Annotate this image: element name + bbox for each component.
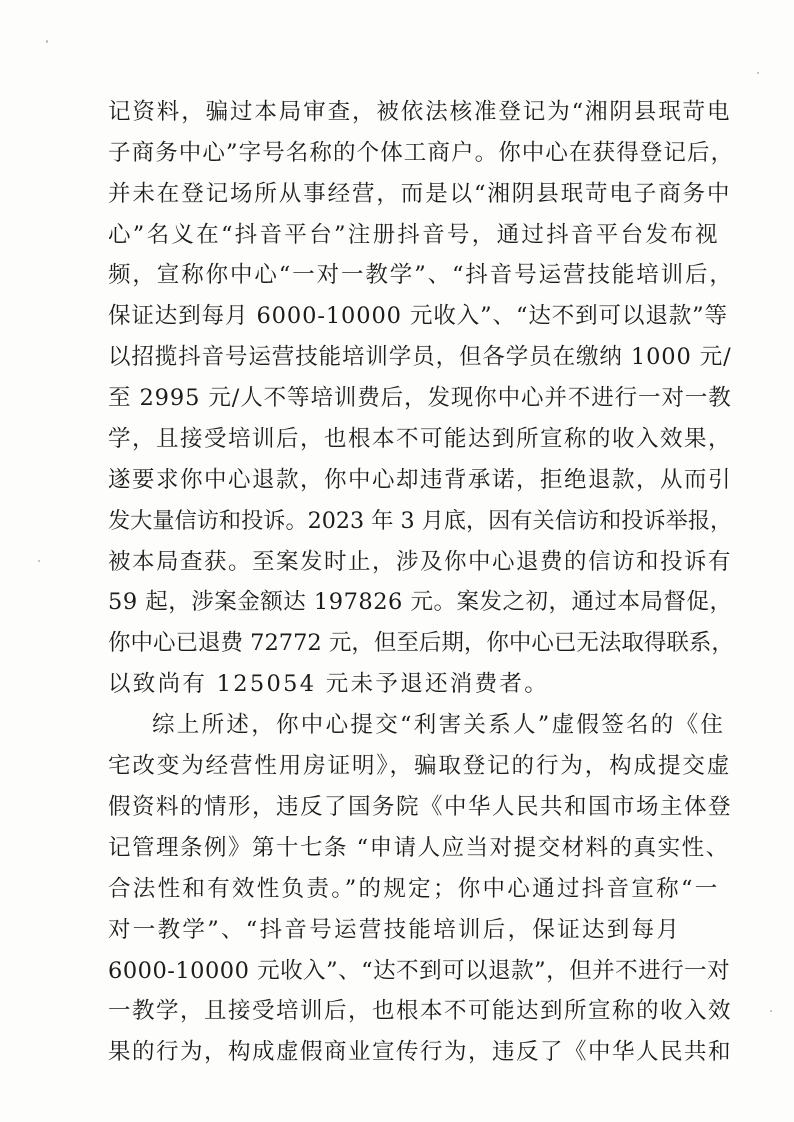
scan-speck xyxy=(770,1010,772,1012)
body-text-line: 被本局查获。至案发时止，涉及你中心退费的信访和投诉有 xyxy=(108,549,733,575)
body-text-line: 以致尚有 125054 元未予退还消费者。 xyxy=(108,671,549,697)
body-text-line: 学，且接受培训后，也根本不可能达到所宣称的收入效果， xyxy=(108,426,733,452)
body-text-line: 并未在登记场所从事经营，而是以“湘阴县珉苛电子商务中 xyxy=(108,181,732,207)
body-text-line: 保证达到每月 6000-10000 元收入”、“达不到可以退款”等 xyxy=(108,303,728,329)
scan-speck xyxy=(757,72,759,74)
body-text-line: 记管理条例》第十七条 “申请人应当对提交材料的真实性、 xyxy=(108,835,730,861)
body-text-line: 至 2995 元/人不等培训费后，发现你中心并不进行一对一教 xyxy=(108,385,732,411)
body-text-line: 59 起，涉案金额达 197826 元。案发之初，通过本局督促， xyxy=(108,589,733,615)
scan-speck xyxy=(38,560,40,562)
body-text-line: 发大量信访和投诉。2023 年 3 月底，因有关信访和投诉举报， xyxy=(108,508,733,534)
body-text-line: 合法性和有效性负责。”的规定；你中心通过抖音宣称“一 xyxy=(108,876,720,902)
body-text-line: 一教学，且接受培训后，也根本不可能达到所宣称的收入效 xyxy=(108,998,733,1024)
body-text-line: 频，宣称你中心“一对一教学”、“抖音号运营技能培训后， xyxy=(108,262,734,288)
body-text-line: 6000-10000 元收入”、“达不到可以退款”，但并不进行一对 xyxy=(108,958,731,984)
body-text-line: 子商务中心”字号名称的个体工商户。你中心在获得登记后， xyxy=(108,140,735,166)
body-text-line: 遂要求你中心退款，你中心却违背承诺，拒绝退款，从而引 xyxy=(108,467,733,493)
body-text-line: 果的行为，构成虚假商业宣传行为，违反了《中华人民共和 xyxy=(108,1039,733,1065)
body-text-line: 综上所述，你中心提交“利害关系人”虚假签名的《住 xyxy=(152,712,726,738)
body-text-line: 记资料，骗过本局审查，被依法核准登记为“湘阴县珉苛电 xyxy=(108,99,732,125)
body-text-line: 假资料的情形，违反了国务院《中华人民共和国市场主体登 xyxy=(108,794,733,820)
body-text-line: 你中心已退费 72772 元，但至后期，你中心已无法取得联系， xyxy=(108,630,734,656)
body-text-line: 以招揽抖音号运营技能培训学员，但各学员在缴纳 1000 元/ xyxy=(108,344,732,370)
body-text-line: 对一教学”、“抖音号运营技能培训后，保证达到每月 xyxy=(108,917,682,943)
body-text-line: 心”名义在“抖音平台”注册抖音号，通过抖音平台发布视 xyxy=(108,222,720,248)
body-text-line: 宅改变为经营性用房证明》，骗取登记的行为，构成提交虚 xyxy=(108,753,732,779)
scan-speck xyxy=(46,40,48,43)
